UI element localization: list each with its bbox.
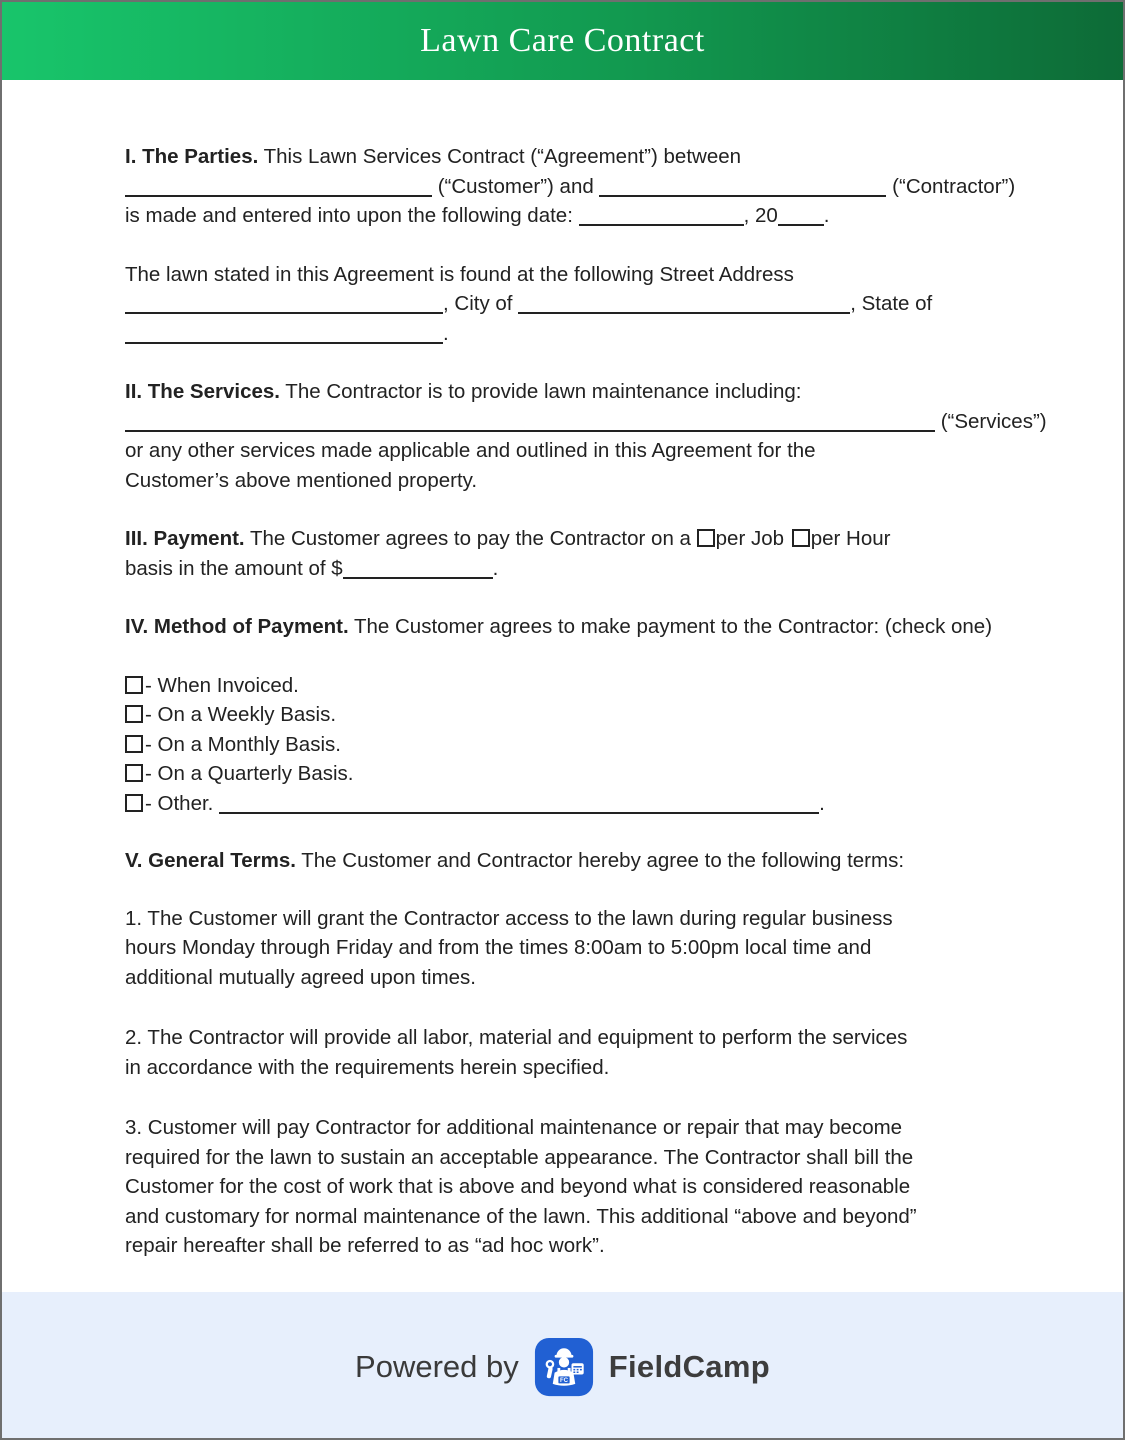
option-monthly: [125, 730, 1066, 760]
services-blank[interactable]: [125, 414, 935, 432]
terms-heading: V. General Terms.: [125, 849, 296, 872]
when-invoiced-label: - When Invoiced.: [145, 673, 299, 697]
section-parties: [125, 142, 1066, 231]
year-blank[interactable]: [778, 208, 824, 226]
term-3-line-5: repair hereafter shall be referred to as “ad hoc work”.: [125, 1234, 605, 1257]
terms-intro: The Customer and Contractor hereby agree to the following terms:: [295, 849, 905, 872]
address-line-3: [125, 319, 1066, 349]
option-quarterly: [125, 759, 1066, 789]
section-general-terms: [125, 846, 1066, 876]
state-blank[interactable]: [125, 326, 443, 344]
powered-by-text: Powered by: [355, 1348, 519, 1384]
payment-heading: III. Payment.: [125, 527, 245, 550]
per-job-checkbox[interactable]: [697, 529, 715, 547]
other-blank[interactable]: [219, 796, 819, 814]
services-line-3: or any other services made applicable and outlined in this Agreement for the: [125, 439, 816, 462]
payment-method-options: [125, 671, 1066, 819]
year-prefix: , 20: [743, 204, 778, 227]
city-label: , City of: [443, 292, 519, 315]
option-weekly: [125, 700, 1066, 730]
document-title: Lawn Care Contract: [420, 22, 705, 59]
term-3: [125, 1113, 1066, 1261]
monthly-label: - On a Monthly Basis.: [145, 732, 341, 756]
document-body: [2, 80, 1123, 1292]
weekly-label: - On a Weekly Basis.: [145, 703, 337, 726]
customer-name-blank[interactable]: [125, 179, 432, 197]
term-2-line-1: 2. The Contractor will provide all labor, material and equipment to perform the services: [125, 1026, 908, 1049]
fieldcamp-logo-icon[interactable]: [534, 1337, 594, 1397]
quarterly-checkbox[interactable]: [125, 764, 143, 782]
date-label: is made and entered into upon the following date:: [125, 204, 579, 227]
services-line-2: [125, 407, 1066, 437]
section-method-of-payment: [125, 612, 1066, 642]
parties-intro: This Lawn Services Contract (“Agreement”) between: [258, 145, 742, 168]
parties-line-3: [125, 201, 1066, 231]
method-heading: IV. Method of Payment.: [125, 615, 349, 638]
term-1-line-1: 1. The Customer will grant the Contractor access to the lawn during regular business: [125, 906, 893, 930]
customer-label: (“Customer”) and: [432, 174, 600, 198]
parties-line-1: [125, 142, 1066, 172]
services-line-1: [125, 377, 1066, 407]
logo-fc-label: FC: [559, 1376, 568, 1384]
services-line-4: Customer’s above mentioned property.: [125, 468, 478, 492]
section-services: [125, 377, 1066, 495]
method-intro: The Customer agrees to make payment to the Contractor: (check one): [348, 615, 993, 638]
document-header: [2, 2, 1123, 80]
term-2-line-2: in accordance with the requirements herein specified.: [125, 1055, 610, 1079]
services-intro: The Contractor is to provide lawn maintenance including:: [279, 380, 802, 403]
date-line-period: .: [823, 204, 830, 227]
address-period: .: [443, 321, 449, 345]
parties-heading: I. The Parties.: [125, 145, 259, 168]
monthly-checkbox[interactable]: [125, 735, 143, 753]
other-checkbox[interactable]: [125, 794, 143, 812]
date-blank[interactable]: [579, 208, 744, 226]
terms-heading-line: [125, 846, 1066, 876]
option-when-invoiced: [125, 671, 1066, 701]
address-line-1: The lawn stated in this Agreement is found at the following Street Address: [125, 262, 794, 286]
per-job-label: per Job: [715, 527, 790, 550]
term-1-line-3: additional mutually agreed upon times.: [125, 965, 476, 989]
term-1: [125, 904, 1066, 993]
other-label: - Other.: [145, 791, 220, 815]
payment-line-2: [125, 554, 1066, 584]
payment-line-1: [125, 524, 1066, 554]
fieldcamp-brand-text[interactable]: FieldCamp: [608, 1348, 770, 1384]
term-3-line-3: Customer for the cost of work that is above and beyond what is considered reasonable: [125, 1175, 911, 1198]
section-payment: [125, 524, 1066, 583]
city-blank[interactable]: [518, 296, 850, 314]
services-label: (“Services”): [935, 409, 1047, 433]
term-3-line-2: required for the lawn to sustain an acceptable appearance. The Contractor shall bill the: [125, 1145, 914, 1169]
option-other: [125, 789, 1066, 819]
term-3-line-1: 3. Customer will pay Contractor for additional maintenance or repair that may become: [125, 1116, 903, 1139]
weekly-checkbox[interactable]: [125, 705, 143, 723]
term-3-line-4: and customary for normal maintenance of the lawn. This additional “above and beyond”: [125, 1204, 917, 1228]
street-address-blank[interactable]: [125, 296, 443, 314]
per-hour-checkbox[interactable]: [792, 529, 810, 547]
when-invoiced-checkbox[interactable]: [125, 676, 143, 694]
section-property-address: [125, 260, 1066, 349]
term-1-line-2: hours Monday through Friday and from the times 8:00am to 5:00pm local time and: [125, 936, 872, 959]
payment-intro: The Customer agrees to pay the Contractor on a: [244, 527, 697, 550]
method-line-1: [125, 612, 1066, 642]
parties-line-2: [125, 172, 1066, 202]
state-label: , State of: [850, 292, 933, 315]
quarterly-label: - On a Quarterly Basis.: [145, 762, 354, 785]
per-hour-label: per Hour: [810, 527, 891, 550]
document-footer: [2, 1292, 1123, 1440]
amount-label: basis in the amount of $: [125, 556, 343, 580]
amount-blank[interactable]: [343, 561, 493, 579]
contractor-name-blank[interactable]: [599, 179, 886, 197]
address-line-2: [125, 289, 1066, 319]
amount-period: .: [492, 556, 499, 580]
other-period: .: [819, 791, 825, 815]
term-2: [125, 1023, 1066, 1082]
contractor-label: (“Contractor”): [886, 174, 1016, 198]
services-heading: II. The Services.: [125, 380, 280, 403]
